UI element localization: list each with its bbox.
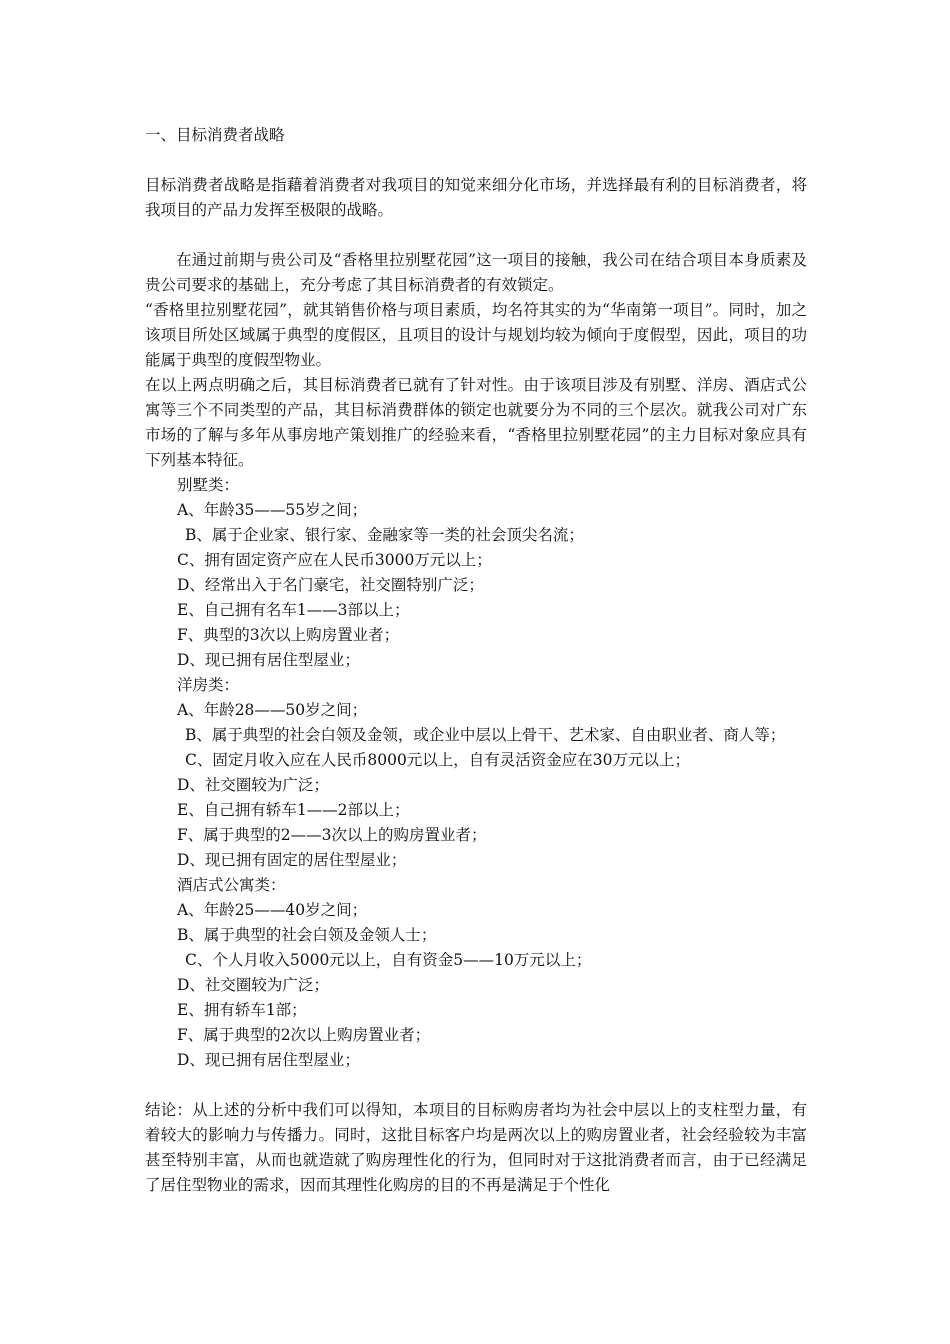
category-house-title: 洋房类：: [177, 676, 240, 694]
apartment-item: B、属于典型的社会白领及金领人士；: [177, 926, 437, 944]
intro-paragraph: 目标消费者战略是指藉着消费者对我项目的知觉来细分化市场，并选择最有利的目标消费者，将我项目的产品力发挥至极限的战略。: [145, 176, 807, 219]
house-item: A、年龄28——50岁之间；: [177, 701, 368, 719]
paragraph-2: “香格里拉别墅花园”，就其销售价格与项目素质，均名符其实的为“华南第一项目”。同时，加之该项目所处区域属于典型的度假区，且项目的设计与规划均较为倾向于度假型，因此，项目的功能属于典型的度假型物业。: [145, 301, 807, 369]
paragraph-1: 在通过前期与贵公司及“香格里拉别墅花园”这一项目的接触，我公司在结合项目本身质素及贵公司要求的基础上，充分考虑了其目标消费者的有效锁定。: [145, 251, 807, 294]
apartment-item: C、个人月收入5000元以上，自有资金5——10万元以上；: [185, 951, 592, 969]
villa-item: F、典型的3次以上购房置业者；: [177, 626, 400, 644]
villa-item: D、现已拥有居住型屋业；: [177, 651, 360, 669]
house-item: E、自己拥有轿车1——2部以上；: [177, 801, 410, 819]
house-item: F、属于典型的2——3次以上的购房置业者；: [177, 826, 487, 844]
spacer: [145, 223, 807, 248]
apartment-item: A、年龄25——40岁之间；: [177, 901, 368, 919]
conclusion-paragraph: 结论：从上述的分析中我们可以得知，本项目的目标购房者均为社会中层以上的支柱型力量，有着较大的影响力与传播力。同时，这批目标客户均是两次以上的购房置业者，社会经验较为丰富甚至特别丰富，从而也就造就了购房理性化的行为，但同时对于这批消费者而言，由于已经满足了居住型物业的需求，因而其理性化购房的目的不再是满足于个性化: [145, 1101, 807, 1194]
villa-item: D、经常出入于名门豪宅，社交圈特别广泛；: [177, 576, 484, 594]
house-item: B、属于典型的社会白领及金领，或企业中层以上骨干、艺术家、自由职业者、商人等；: [185, 726, 786, 744]
category-villa-title: 别墅类：: [177, 476, 240, 494]
spacer: [145, 1073, 807, 1098]
villa-item: A、年龄35——55岁之间；: [177, 501, 368, 519]
house-item: C、固定月收入应在人民币8000元以上，自有灵活资金应在30万元以上；: [185, 751, 691, 769]
paragraph-3: 在以上两点明确之后，其目标消费者已就有了针对性。由于该项目涉及有别墅、洋房、酒店式公寓等三个不同类型的产品，其目标消费群体的锁定也就要分为不同的三个层次。就我公司对广东市场的了解与多年从事房地产策划推广的经验来看，“香格里拉别墅花园”的主力目标对象应具有下列基本特征。: [145, 376, 807, 469]
house-item: D、社交圈较为广泛；: [177, 776, 329, 794]
apartment-item: D、社交圈较为广泛；: [177, 976, 329, 994]
category-apartment-title: 酒店式公寓类：: [177, 876, 286, 894]
spacer: [145, 148, 807, 173]
document-body: [145, 123, 807, 1198]
apartment-item: E、拥有轿车1部；: [177, 1001, 307, 1019]
apartment-item: D、现已拥有居住型屋业；: [177, 1051, 360, 1069]
apartment-item: F、属于典型的2次以上购房置业者；: [177, 1026, 431, 1044]
house-item: D、现已拥有固定的居住型屋业；: [177, 851, 407, 869]
villa-item: B、属于企业家、银行家、金融家等一类的社会顶尖名流；: [185, 526, 584, 544]
villa-item: C、拥有固定资产应在人民币3000万元以上；: [177, 551, 492, 569]
villa-item: E、自己拥有名车1——3部以上；: [177, 601, 410, 619]
section-heading: 一、目标消费者战略: [145, 126, 285, 144]
